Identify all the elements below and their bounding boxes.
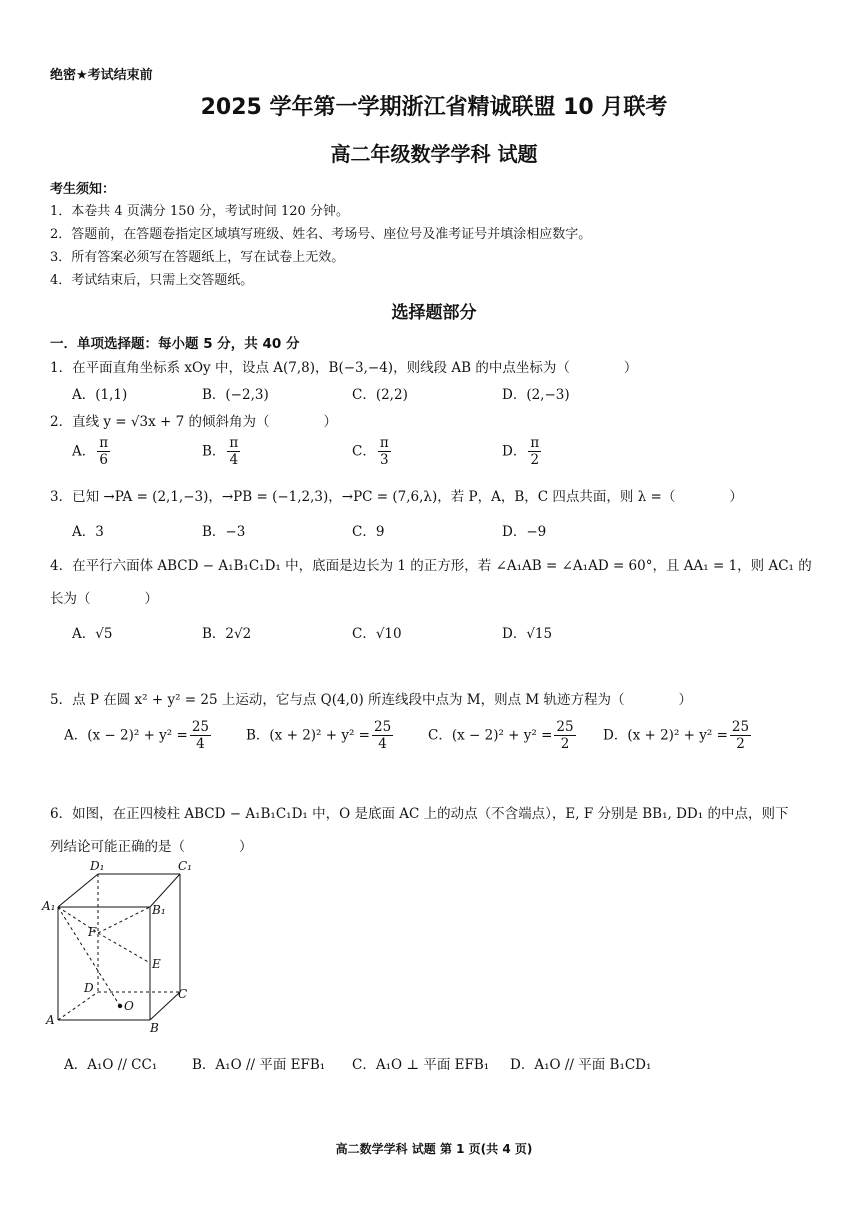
question-4-option-c: C．√10 bbox=[352, 626, 402, 642]
prism-figure bbox=[40, 852, 210, 1037]
label-b: B bbox=[150, 1021, 159, 1035]
question-6-stem: 6．如图，在正四棱柱 ABCD − A₁B₁C₁D₁ 中，O 是底面 AC 上的动点（不含端点），E, F 分别是 BB₁, DD₁ 的中点，则下 bbox=[50, 806, 789, 822]
question-4-option-d: D．√15 bbox=[502, 626, 553, 642]
question-6-option-d: D．A₁O // 平面 B₁CD₁ bbox=[510, 1057, 652, 1073]
label-o: O bbox=[124, 999, 134, 1013]
notice-item: 4．考试结束后，只需上交答题纸。 bbox=[50, 273, 254, 288]
notice-heading: 考生须知： bbox=[50, 182, 116, 197]
question-1-stem: 1．在平面直角坐标系 xOy 中，设点 A(7,8)，B(−3,−4)，则线段 AB 的中点坐标为（ ） bbox=[50, 360, 638, 376]
question-1-option-a: A．(1,1) bbox=[72, 387, 128, 403]
question-3-option-b: B．−3 bbox=[202, 524, 246, 540]
notice-item: 1．本卷共 4 页满分 150 分，考试时间 120 分钟。 bbox=[50, 204, 349, 219]
question-3-option-d: D．−9 bbox=[502, 524, 547, 540]
question-2-option-c: C． $\frac{\pi}{3}$ bbox=[352, 435, 389, 468]
question-4-stem: 4．在平行六面体 ABCD − A₁B₁C₁D₁ 中，底面是边长为 1 的正方形，若 ∠A₁AB = ∠A₁AD = 60°，且 AA₁ = 1，则 AC₁ 的 bbox=[50, 558, 812, 574]
question-4-option-b: B．2√2 bbox=[202, 626, 252, 642]
question-2-stem: 2．直线 y = √3x + 7 的倾斜角为（ ） bbox=[50, 414, 337, 430]
question-3-stem: 3．已知 →PA = (2,1,−3)，→PB = (−1,2,3)，→PC = (7,6,λ)，若 P，A，B，C 四点共面，则 λ =（ ） bbox=[50, 489, 743, 505]
question-6-option-c: C．A₁O ⊥ 平面 EFB₁ bbox=[352, 1057, 490, 1073]
question-4-option-a: A．√5 bbox=[72, 626, 113, 642]
label-e: E bbox=[152, 957, 161, 971]
label-a1: A₁ bbox=[42, 899, 56, 913]
label-c1: C₁ bbox=[178, 859, 192, 873]
question-6-stem-cont: 列结论可能正确的是（ ） bbox=[50, 839, 253, 855]
notice-item: 2．答题前，在答题卷指定区域填写班级、姓名、考场号、座位号及准考证号并填涂相应数字。 bbox=[50, 227, 592, 242]
label-a: A bbox=[46, 1013, 55, 1027]
question-3-option-a: A．3 bbox=[72, 524, 104, 540]
question-6-option-b: B．A₁O // 平面 EFB₁ bbox=[192, 1057, 326, 1073]
question-5-option-a: A．(x − 2)² + y² = $\frac{25}{4}$ bbox=[64, 719, 210, 752]
question-4-stem-cont: 长为（ ） bbox=[50, 591, 158, 607]
question-5-option-d: D．(x + 2)² + y² = $\frac{25}{2}$ bbox=[603, 719, 750, 752]
question-5-option-b: B．(x + 2)² + y² = $\frac{25}{4}$ bbox=[246, 719, 392, 752]
label-d: D bbox=[84, 981, 94, 995]
question-1-option-d: D．(2,−3) bbox=[502, 387, 570, 403]
question-1-option-c: C．(2,2) bbox=[352, 387, 408, 403]
question-2-option-d: D． $\frac{\pi}{2}$ bbox=[502, 435, 540, 468]
label-b1: B₁ bbox=[152, 903, 166, 917]
label-d1: D₁ bbox=[90, 859, 105, 873]
section-title: 选择题部分 bbox=[391, 303, 477, 323]
question-6-option-a: A．A₁O // CC₁ bbox=[64, 1057, 158, 1073]
exam-subtitle: 高二年级数学学科 试题 bbox=[330, 142, 538, 166]
question-3-option-c: C．9 bbox=[352, 524, 385, 540]
page-footer: 高二数学学科 试题 第 1 页(共 4 页) bbox=[335, 1142, 533, 1156]
question-5-option-c: C．(x − 2)² + y² = $\frac{25}{2}$ bbox=[428, 719, 574, 752]
exam-title: 2025 学年第一学期浙江省精诚联盟 10 月联考 bbox=[200, 95, 668, 120]
notice-item: 3．所有答案必须写在答题纸上，写在试卷上无效。 bbox=[50, 250, 345, 265]
label-f: F bbox=[88, 925, 97, 939]
question-5-stem: 5．点 P 在圆 x² + y² = 25 上运动，它与点 Q(4,0) 所连线段中点为 M，则点 M 轨迹方程为（ ） bbox=[50, 692, 693, 708]
label-c: C bbox=[178, 987, 188, 1001]
question-1-option-b: B．(−2,3) bbox=[202, 387, 269, 403]
confidential-mark: 绝密★考试结束前 bbox=[50, 68, 153, 83]
question-2-option-a: A． $\frac{\pi}{6}$ bbox=[72, 435, 109, 468]
part-title: 一．单项选择题：每小题 5 分，共 40 分 bbox=[50, 336, 300, 352]
question-2-option-b: B． $\frac{\pi}{4}$ bbox=[202, 435, 239, 468]
